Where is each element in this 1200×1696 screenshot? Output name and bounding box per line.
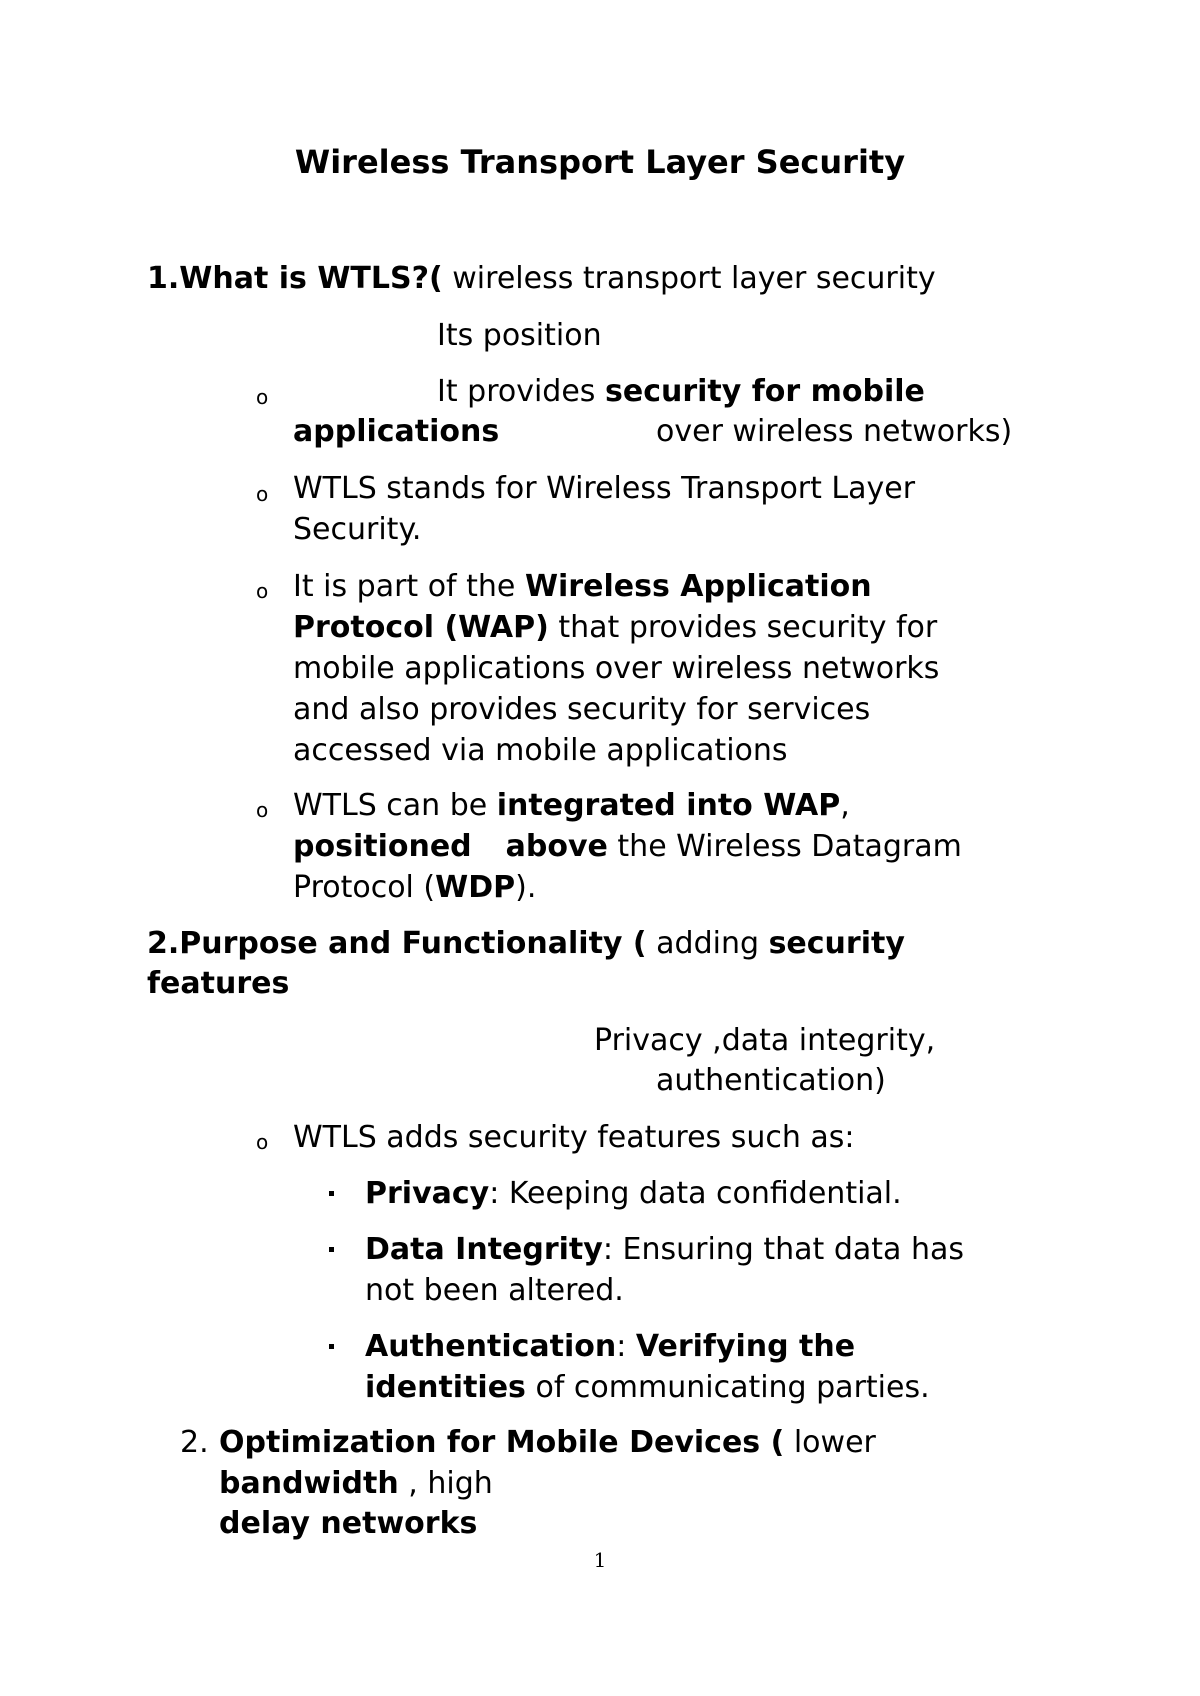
bullet-marker: o [256, 1130, 269, 1154]
s2-item-data-integrity [365, 1230, 964, 1270]
s1-bullet-4-text: WTLS can be [293, 788, 497, 823]
section-1-number: 1. [147, 261, 180, 296]
section-2-heading-bold-3: features [147, 966, 290, 1001]
section-2-heading [147, 924, 905, 964]
square-bullet-icon [329, 1344, 334, 1349]
s2-item-sep: : [489, 1176, 509, 1211]
s1-bullet-3-text-2: that provides security for [548, 610, 938, 645]
s2-item-sep: : [616, 1329, 636, 1364]
section-2-heading-mid: adding [646, 926, 769, 961]
s2-item-term: Privacy [365, 1176, 490, 1211]
section-3-number: 2. [180, 1425, 209, 1460]
s2-bullet-1: WTLS adds security features such as: [293, 1120, 855, 1155]
s1-bullet-3-line-2 [293, 608, 937, 648]
s1-bullet-4-bold: integrated into WAP [496, 788, 841, 823]
section-2-heading-line-2 [147, 964, 289, 1004]
section-3-bold-3: delay networks [219, 1506, 478, 1541]
square-bullet-icon [329, 1247, 334, 1252]
section-1-heading-rest: wireless transport layer security [442, 261, 936, 296]
bullet-marker: o [256, 385, 269, 409]
s1-bullet-1-bold: security for mobile [604, 374, 925, 409]
bullet-marker: o [256, 579, 269, 603]
s1-bullet-4-comma: , [840, 788, 850, 823]
section-2-note-line-2: authentication) [656, 1063, 886, 1098]
s2-item-data-integrity-line-2: not been altered. [365, 1273, 624, 1308]
s1-bullet-1-line-1 [437, 372, 925, 412]
s1-bullet-4-bold-4: WDP [435, 870, 516, 905]
s2-item-privacy [365, 1174, 902, 1214]
s1-bullet-1-line-2-rest: over wireless networks) [656, 414, 1013, 449]
s1-bullet-3-line-1 [293, 567, 872, 607]
s1-bullet-4-line-3 [293, 868, 536, 908]
square-bullet-icon [329, 1191, 334, 1196]
section-3-bold-2: bandwidth [219, 1466, 399, 1501]
s2-item-authentication-line-2 [365, 1368, 930, 1408]
s2-item-term: Data Integrity [365, 1232, 603, 1267]
section-2-number: 2. [147, 926, 180, 961]
section-1-heading-bold: What is WTLS?( [179, 261, 443, 296]
s2-item-text: Ensuring that data has [622, 1232, 964, 1267]
s1-bullet-3-bold-2: Protocol (WAP) [293, 610, 549, 645]
s1-bullet-2-line-1: WTLS stands for Wireless Transport Layer [293, 471, 916, 506]
s1-bullet-3-line-5: accessed via mobile applications [293, 733, 788, 768]
section-3-line-3 [219, 1504, 477, 1544]
s1-bullet-3-line-4: and also provides security for services [293, 692, 871, 727]
bullet-marker: o [256, 482, 269, 506]
s1-bullet-4-bold-2: positioned [293, 829, 472, 864]
s1-bullet-4-text-4: ). [515, 870, 537, 905]
s2-item-term: Authentication [365, 1329, 617, 1364]
s1-bullet-1-text: It provides [437, 374, 605, 409]
s1-bullet-4-text-2: the Wireless Datagram [607, 829, 962, 864]
section-3-heading-rest: lower [784, 1425, 876, 1460]
page-title: Wireless Transport Layer Security [294, 143, 906, 181]
s2-item-sep: : [602, 1232, 623, 1267]
s1-bullet-3-bold: Wireless Application [524, 569, 872, 604]
section-1-position-note: Its position [437, 318, 602, 353]
s1-bullet-3-text: It is part of the [293, 569, 525, 604]
s2-item-authentication [365, 1327, 855, 1367]
bullet-marker: o [256, 798, 269, 822]
s1-bullet-4-text-3: Protocol ( [293, 870, 436, 905]
section-3-heading [219, 1423, 876, 1463]
s2-item-bold-text: Verifying the [635, 1329, 856, 1364]
s1-bullet-4-line-2 [293, 827, 962, 867]
section-2-note-line-1: Privacy ,data integrity, [594, 1023, 936, 1058]
section-3-line-2 [219, 1464, 493, 1504]
s1-bullet-4-bold-3: above [505, 829, 608, 864]
section-3-heading-bold: Optimization for Mobile Devices ( [219, 1425, 785, 1460]
s1-bullet-2-line-2: Security. [293, 512, 422, 547]
section-2-heading-bold-2: security [768, 926, 905, 961]
section-3-text-2: , high [398, 1466, 493, 1501]
s1-bullet-1-bold-2: applications [293, 414, 500, 449]
page-number: 1 [593, 1548, 607, 1572]
s1-bullet-4-line-1 [293, 786, 850, 826]
s2-item-bold-text-2: identities [365, 1370, 526, 1405]
s1-bullet-3-line-3: mobile applications over wireless networks [293, 651, 940, 686]
section-1-heading [147, 259, 936, 299]
section-2-heading-bold: Purpose and Functionality ( [179, 926, 647, 961]
s1-bullet-1-line-2 [293, 412, 499, 452]
s2-item-text-2: of communicating parties. [525, 1370, 930, 1405]
s2-item-text: Keeping data confidential. [508, 1176, 902, 1211]
